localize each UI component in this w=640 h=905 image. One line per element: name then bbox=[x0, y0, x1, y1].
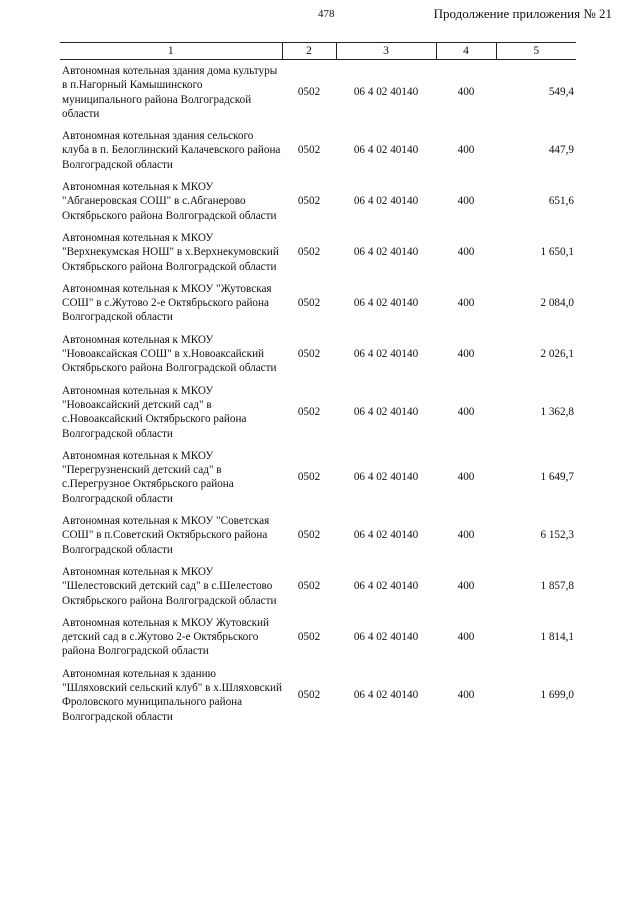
expense-type-code: 400 bbox=[457, 246, 475, 259]
amount-value: 6 152,3 bbox=[540, 529, 574, 542]
table-row bbox=[60, 180, 576, 231]
amount-value: 1 699,0 bbox=[540, 689, 574, 702]
expense-type-code: 400 bbox=[457, 297, 475, 310]
target-article-code: 06 4 02 40140 bbox=[353, 144, 419, 157]
section-code: 0502 bbox=[297, 348, 321, 361]
column-header-1: 1 bbox=[60, 43, 282, 60]
facility-name: Автономная котельная к зданию "Шляховский сельский клуб" в х.Шляховский Фроловского муниципального района Волгоградской области bbox=[62, 667, 283, 723]
target-article-code: 06 4 02 40140 bbox=[353, 406, 419, 419]
table-row bbox=[60, 565, 576, 616]
section-code: 0502 bbox=[297, 631, 321, 644]
table-row bbox=[60, 384, 576, 449]
target-article-code: 06 4 02 40140 bbox=[353, 348, 419, 361]
target-article-code: 06 4 02 40140 bbox=[353, 529, 419, 542]
facility-name: Автономная котельная к МКОУ "Шелестовский детский сад" в с.Шелестово Октябрьского района Волгоградской области bbox=[62, 565, 277, 607]
facility-name: Автономная котельная здания дома культуры в п.Нагорный Камышинского муниципального района Волгоградской области bbox=[62, 65, 278, 120]
budget-table bbox=[60, 42, 576, 732]
facility-name: Автономная котельная к МКОУ "Перегрузненский детский сад" в с.Перегрузное Октябрьского района Волгоградской области bbox=[62, 449, 234, 505]
appendix-continuation-label: Продолжение приложения № 21 bbox=[433, 6, 612, 21]
table-row bbox=[60, 616, 576, 667]
amount-value: 1 814,1 bbox=[540, 631, 574, 644]
section-code: 0502 bbox=[297, 195, 321, 208]
section-code: 0502 bbox=[297, 471, 321, 484]
facility-name: Автономная котельная к МКОУ "Абганеровская СОШ" в с.Абганерово Октябрьского района Волгоградской области bbox=[62, 181, 277, 222]
facility-name: Автономная котельная к МКОУ Жутовский детский сад в с.Жутово 2-е Октябрьского района Волгоградской области bbox=[62, 616, 270, 658]
expense-type-code: 400 bbox=[457, 689, 475, 702]
section-code: 0502 bbox=[297, 580, 321, 593]
facility-name: Автономная котельная к МКОУ "Новоаксайский детский сад" в с.Новоаксайский Октябрьского района Волгоградской области bbox=[62, 384, 247, 440]
target-article-code: 06 4 02 40140 bbox=[353, 195, 419, 208]
column-number-row bbox=[60, 43, 576, 60]
target-article-code: 06 4 02 40140 bbox=[353, 86, 419, 99]
expense-type-code: 400 bbox=[457, 195, 475, 208]
expense-type-code: 400 bbox=[457, 631, 475, 644]
column-header-5: 5 bbox=[496, 43, 576, 60]
table-body bbox=[60, 60, 576, 732]
section-code: 0502 bbox=[297, 246, 321, 259]
target-article-code: 06 4 02 40140 bbox=[353, 631, 419, 644]
expense-type-code: 400 bbox=[457, 144, 475, 157]
table-row bbox=[60, 60, 576, 130]
table-row bbox=[60, 449, 576, 514]
column-header-3: 3 bbox=[336, 43, 436, 60]
table-row bbox=[60, 231, 576, 282]
section-code: 0502 bbox=[297, 86, 321, 99]
amount-value: 549,4 bbox=[548, 86, 574, 99]
expense-type-code: 400 bbox=[457, 580, 475, 593]
expense-type-code: 400 bbox=[457, 406, 475, 419]
facility-name: Автономная котельная к МКОУ "Советская СОШ" в п.Советский Октябрьского района Волгоградской области bbox=[62, 515, 270, 556]
target-article-code: 06 4 02 40140 bbox=[353, 471, 419, 484]
table-row bbox=[60, 667, 576, 732]
expense-type-code: 400 bbox=[457, 348, 475, 361]
table-header bbox=[60, 43, 576, 60]
expense-type-code: 400 bbox=[457, 471, 475, 484]
page-number: 478 bbox=[318, 8, 335, 20]
target-article-code: 06 4 02 40140 bbox=[353, 297, 419, 310]
expense-type-code: 400 bbox=[457, 529, 475, 542]
facility-name: Автономная котельная к МКОУ "Новоаксайская СОШ" в х.Новоаксайский Октябрьского района Волгоградской области bbox=[62, 333, 277, 375]
amount-value: 1 857,8 bbox=[540, 580, 574, 593]
column-header-4: 4 bbox=[436, 43, 496, 60]
table-row bbox=[60, 129, 576, 180]
table-row bbox=[60, 333, 576, 384]
table-row bbox=[60, 514, 576, 565]
facility-name: Автономная котельная здания сельского клуба в п. Белоглинский Калачевского района Волгоградской области bbox=[62, 130, 281, 171]
section-code: 0502 bbox=[297, 297, 321, 310]
amount-value: 2 084,0 bbox=[540, 297, 574, 310]
amount-value: 1 650,1 bbox=[540, 246, 574, 259]
amount-value: 1 362,8 bbox=[540, 406, 574, 419]
amount-value: 1 649,7 bbox=[540, 471, 574, 484]
facility-name: Автономная котельная к МКОУ "Жутовская СОШ" в с.Жутово 2-е Октябрьского района Волгоградской области bbox=[62, 282, 272, 324]
facility-name: Автономная котельная к МКОУ "Верхнекумская НОШ" в х.Верхнекумовский Октябрьского района Волгоградской области bbox=[62, 231, 279, 273]
table-row bbox=[60, 282, 576, 333]
target-article-code: 06 4 02 40140 bbox=[353, 246, 419, 259]
target-article-code: 06 4 02 40140 bbox=[353, 580, 419, 593]
amount-value: 651,6 bbox=[548, 195, 574, 208]
section-code: 0502 bbox=[297, 406, 321, 419]
section-code: 0502 bbox=[297, 144, 321, 157]
target-article-code: 06 4 02 40140 bbox=[353, 689, 419, 702]
amount-value: 447,9 bbox=[548, 144, 574, 157]
section-code: 0502 bbox=[297, 689, 321, 702]
amount-value: 2 026,1 bbox=[540, 348, 574, 361]
column-header-2: 2 bbox=[282, 43, 336, 60]
section-code: 0502 bbox=[297, 529, 321, 542]
expense-type-code: 400 bbox=[457, 86, 475, 99]
